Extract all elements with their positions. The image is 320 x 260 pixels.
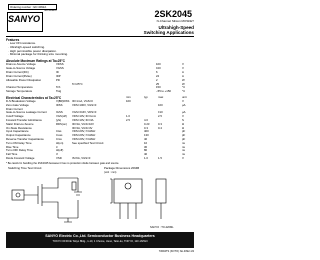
abs-max-name: Gate-to-Source Voltage — [6, 65, 36, 70]
elec-sym: RDS(on) — [56, 121, 67, 126]
title-line-1: Ultrahigh-Speed — [158, 25, 194, 30]
elec-max: ±10 — [158, 110, 163, 115]
abs-max-value: 24 — [156, 73, 160, 78]
elec-cond: ID=1mA, VGS=0 — [72, 99, 93, 103]
col-typ: typ — [144, 95, 148, 99]
elec-name: On-State Resistance — [6, 125, 32, 130]
abs-max-unit: A — [182, 73, 184, 78]
abs-max-value: 150 — [156, 85, 161, 90]
elec-unit: V — [182, 114, 184, 119]
elec-heading: Electrical Characteristics at Ta=25°C — [6, 96, 62, 100]
elec-name: D-S Breakdown Voltage — [6, 99, 36, 103]
footer-code: 73094TS (KOTO) No.4092-1/3 — [158, 250, 194, 253]
abs-max-value: 25 — [156, 81, 160, 86]
abs-max-unit: °C — [182, 89, 186, 94]
features-heading: Features — [6, 38, 20, 42]
abs-max-sym: VDSS — [56, 62, 64, 66]
elec-typ: 130 — [144, 133, 149, 138]
elec-sym: tr — [56, 144, 58, 149]
elec-cond: VGS=±16V, VDS=0 — [72, 110, 97, 115]
elec-unit: V — [182, 156, 184, 160]
elec-sym: td(on) — [56, 140, 64, 145]
elec-sym: IDSS — [56, 102, 63, 107]
elec-unit: ns — [182, 144, 185, 149]
elec-cond: VDS=20V, f=1MHz — [72, 129, 96, 134]
handling-note: * Be careful in handling the 2SK2045 because it has no protection diode between gate and source. — [6, 162, 120, 165]
elec-name: Forward Transfer Admittance — [6, 118, 42, 122]
elec-max: 0.4 — [158, 125, 162, 130]
abs-max-sym: VGSS — [56, 65, 64, 70]
title-line-2: Switching Applications — [143, 30, 194, 35]
elec-name: Turn-OFF Delay Time — [6, 148, 33, 153]
elec-typ: 4.0 — [144, 118, 148, 122]
elec-max: 1.5 — [158, 156, 162, 160]
abs-max-sym: PD — [56, 77, 60, 82]
elec-unit: S — [182, 118, 184, 122]
package-dimensions-drawing — [104, 175, 192, 225]
elec-max: 0.3 — [158, 121, 162, 126]
abs-max-sym: IDP — [56, 73, 61, 78]
elec-typ: 0.23 — [144, 121, 150, 126]
elec-cond: VDS=10V, ID=1mA — [72, 114, 96, 119]
elec-name: Fall Time — [6, 152, 18, 157]
elec-unit: ns — [182, 140, 185, 145]
abs-max-unit: W — [182, 77, 185, 82]
abs-max-unit: W — [182, 81, 185, 86]
col-unit: unit — [182, 95, 187, 99]
col-max: max — [158, 95, 164, 99]
abs-max-value: −55 to +150 — [156, 89, 171, 94]
footer-banner — [6, 232, 194, 248]
elec-typ: 30 — [144, 144, 148, 149]
abs-max-name: Drain-to-Source Voltage — [6, 62, 36, 66]
elec-unit: ns — [182, 148, 185, 153]
abs-max-sym: Tstg — [56, 89, 62, 94]
elec-max: 2.5 — [158, 114, 162, 119]
elec-sym: |yfs| — [56, 118, 62, 122]
sanyo-logo: SANYO — [8, 14, 41, 24]
elec-cond: VDS=10V, ID=3A — [72, 118, 94, 122]
abs-max-unit: V — [182, 65, 184, 70]
abs-max-value: 6 — [156, 69, 158, 74]
elec-name: Gate-to-Source Leakage Current — [6, 110, 47, 115]
abs-max-unit: V — [182, 62, 184, 66]
package-name: SANYO : TO-220ML — [150, 226, 174, 229]
elec-sym: VGS(off) — [56, 114, 67, 119]
elec-typ: 80 — [144, 148, 148, 153]
abs-max-sym: Tch — [56, 85, 61, 90]
elec-sym: Coss — [56, 133, 63, 138]
elec-unit: V — [182, 99, 184, 103]
elec-typ: 0.3 — [144, 125, 148, 130]
elec-cond: VDS=20V, f=1MHz — [72, 137, 96, 141]
elec-row — [6, 157, 194, 161]
elec-sym: IGSS — [56, 110, 63, 115]
abs-max-name: Drain Current(Pulse) — [6, 73, 32, 78]
elec-max: 100 — [158, 102, 163, 107]
test-circuit-diagram — [8, 172, 94, 226]
part-number: 2SK2045 — [154, 9, 192, 19]
header-divider — [6, 36, 194, 37]
abs-max-unit: °C — [182, 85, 186, 90]
elec-cond: VDS=20V, f=1MHz — [72, 133, 96, 138]
footer-company: SANYO Electric Co.,Ltd. Semiconductor Business Headquarters — [45, 234, 155, 238]
abs-max-name: Channel Temperature — [6, 85, 33, 90]
elec-cond: VDS=100V, VGS=0 — [72, 102, 97, 107]
elec-name: Turn-ON Delay Time — [6, 140, 32, 145]
elec-typ: 40 — [144, 152, 148, 157]
elec-typ: 400 — [144, 129, 149, 134]
elec-unit: Ω — [182, 125, 185, 130]
feature-item: · Ultrahigh-speed switching. — [8, 44, 46, 49]
elec-typ: 40 — [144, 137, 148, 141]
abs-max-row — [6, 90, 194, 94]
elec-name: Output Capacitance — [6, 133, 31, 138]
circuit-label: Switching Time Test Circuit — [8, 166, 42, 170]
elec-unit: pF — [182, 133, 186, 138]
elec-unit: Ω — [182, 121, 185, 126]
elec-min: 1.0 — [126, 114, 130, 119]
elec-typ: 10 — [144, 140, 148, 145]
elec-unit: µA — [182, 110, 186, 115]
elec-min: 2.5 — [126, 118, 130, 122]
package-unit: (unit : mm) — [104, 171, 117, 174]
ordering-number: Ordering number : EN 4092A — [8, 4, 57, 10]
elec-unit: ns — [182, 152, 185, 157]
elec-name: Static Drain-to-Source — [6, 121, 34, 126]
abs-max-sym: ID — [56, 69, 59, 74]
elec-name: Drain Current — [6, 106, 23, 111]
elec-min: 100 — [126, 99, 131, 103]
abs-max-name: Drain Current(DC) — [6, 69, 29, 74]
elec-sym: td(off) — [56, 148, 64, 153]
elec-sym: V(BR)DSS — [56, 99, 70, 103]
elec-name: Rise Time — [6, 144, 19, 149]
elec-name: Diode Forward Voltage — [6, 156, 35, 160]
abs-max-name: Storage Temperature — [6, 89, 33, 94]
elec-name: Reverse Transfer Capacitance — [6, 137, 44, 141]
abs-max-name: Allowable Power Dissipation — [6, 77, 42, 82]
elec-typ: 1.0 — [144, 156, 148, 160]
elec-cond: IS=6A, VGS=0 — [72, 156, 91, 160]
abs-max-value: ±20 — [156, 65, 161, 70]
col-min: min — [126, 95, 131, 99]
elec-name: Cutoff Voltage — [6, 114, 24, 119]
elec-sym: VSD — [56, 156, 62, 160]
feature-item: · High permissible power dissipation. — [8, 48, 57, 53]
abs-max-unit: A — [182, 69, 184, 74]
elec-sym: Crss — [56, 137, 62, 141]
abs-max-heading: Absolute Maximum Ratings at Ta=25°C — [6, 59, 65, 63]
document-number: No.4092A — [44, 8, 57, 12]
feature-item: · Low ON resistance. — [8, 41, 37, 45]
feature-item: · Minimal package for thinking size mounting. — [8, 52, 69, 57]
elec-unit: pF — [182, 137, 186, 141]
elec-name: Zero-Gate Voltage — [6, 102, 29, 107]
abs-max-value: 2 — [156, 77, 158, 82]
abs-max-value: 100 — [156, 62, 161, 66]
elec-cond: See specified Test Circuit — [72, 140, 104, 145]
elec-sym: Ciss — [56, 129, 62, 134]
elec-cond: ID=3A, VGS=10V — [72, 121, 94, 126]
elec-cond: ID=3A, VGS=4V — [72, 125, 93, 130]
elec-name: Input Capacitance — [6, 129, 29, 134]
elec-sym: tf — [56, 152, 58, 157]
elec-unit: µA — [182, 102, 186, 107]
device-type: N-Channel Silicon MOSFET — [156, 19, 194, 23]
abs-max-cond: Tc=25°C — [72, 81, 83, 86]
elec-unit: pF — [182, 129, 186, 134]
footer-address: TOKYO OFFICE Tokyo Bldg., 1-10, 1 Chome, Ueno, Taito-ku, TOKYO, 110 JAPAN — [52, 239, 148, 243]
package-label: Package Dimensions 2094B — [104, 166, 140, 170]
